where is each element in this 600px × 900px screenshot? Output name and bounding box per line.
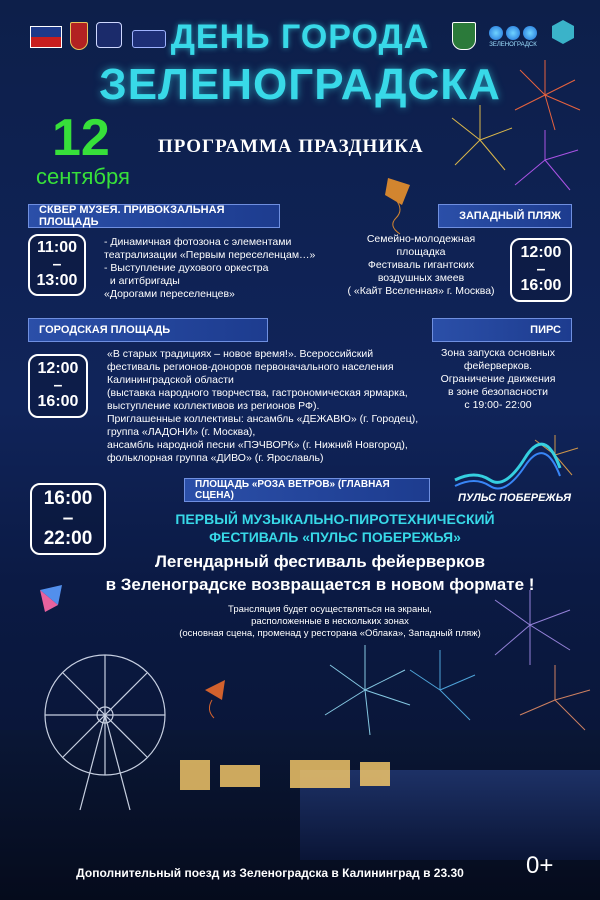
broadcast-note — [110, 604, 550, 640]
museum-line: театрализации «Первым переселенцам…» — [104, 249, 316, 261]
broadcast-line: (основная сцена, променад у ресторана «Облака», Западный пляж) — [179, 628, 481, 639]
firework-lower-right-2 — [520, 665, 590, 730]
timebox-west-beach — [510, 238, 572, 302]
museum-line: и агитбригады — [104, 275, 180, 287]
firework-top-right-3 — [515, 130, 578, 190]
festival-title-line: ПЕРВЫЙ МУЗЫКАЛЬНО-ПИРОТЕХНИЧЕСКИЙ — [175, 511, 495, 527]
city-square-line: фольклорная группа «ДИВО» (г. Ярославль) — [107, 452, 324, 464]
date-day: 12 — [52, 109, 110, 167]
city-square-line: Калининградской области — [107, 374, 234, 386]
pier-line: Зона запуска основных — [441, 347, 555, 359]
city-square-line: выступление коллективов из регионов РФ). — [107, 400, 320, 412]
title-line-1: ДЕНЬ ГОРОДА — [170, 18, 430, 56]
festival-headline-line: Легендарный фестиваль фейерверков — [154, 552, 486, 571]
timebox-museum — [28, 234, 86, 296]
west-beach-line: площадка — [396, 246, 446, 258]
west-beach-line: Семейно-молодежная — [366, 233, 476, 245]
pier-line: с 19:00- 22:00 — [464, 399, 532, 411]
pier-line: в зоне безопасности — [448, 386, 548, 398]
firework-lower-center — [325, 645, 410, 735]
section-bar-west-beach: ЗАПАДНЫЙ ПЛЯЖ — [438, 204, 572, 228]
section-bar-rose-of-winds: ПЛОЩАДЬ «РОЗА ВЕТРОВ» (ГЛАВНАЯ СЦЕНА) — [184, 478, 430, 502]
pier-line: Ограничение движения — [440, 373, 556, 385]
time-dash: – — [52, 255, 62, 273]
west-beach-line: воздушных змеев — [377, 272, 465, 284]
city-square-line: (выставка народного творчества, гастрономическая ярмарка, — [107, 387, 408, 399]
museum-line: «Дорогами переселенцев» — [104, 288, 235, 300]
museum-line: - Выступление духового оркестра — [104, 262, 269, 274]
time-end: 16:00 — [520, 277, 562, 295]
time-end: 16:00 — [37, 393, 79, 411]
time-start: 12:00 — [520, 243, 562, 261]
date-month: сентября — [36, 164, 130, 189]
firework-lower-center-2 — [410, 650, 475, 720]
city-square-line: фестиваль регионов-доноров первоначального населения — [107, 361, 394, 373]
museum-line: - Динамичная фотозона с элементами — [104, 236, 292, 248]
time-dash: – — [536, 260, 546, 278]
pier-line: фейерверков. — [463, 360, 533, 372]
museum-description — [104, 236, 344, 301]
city-square-line: группа «ЛАДОНИ» (г. Москва), — [107, 426, 256, 438]
section-bar-museum: СКВЕР МУЗЕЯ. ПРИВОКЗАЛЬНАЯ ПЛОЩАДЬ — [28, 204, 280, 228]
time-end: 22:00 — [43, 527, 93, 549]
title-line-2: ЗЕЛЕНОГРАДСКА — [99, 60, 501, 109]
pier-description — [418, 347, 578, 412]
broadcast-line: Трансляция будет осуществляться на экраны, — [228, 604, 432, 615]
festival-headline — [60, 550, 580, 596]
city-square-description — [107, 348, 437, 465]
program-heading: ПРОГРАММА ПРАЗДНИКА — [158, 136, 424, 157]
brand-logo-caption: ЗЕЛЕНОГРАДСК — [489, 42, 537, 48]
firework-top-right-2 — [452, 105, 512, 170]
puls-logo-icon — [455, 444, 560, 488]
kite-icon-center — [205, 680, 225, 718]
broadcast-line: расположенные в нескольких зонах — [251, 616, 409, 627]
west-beach-line: ( «Кайт Вселенная» г. Москва) — [347, 285, 495, 297]
festival-title — [100, 510, 570, 546]
time-end: 13:00 — [36, 272, 78, 290]
time-start: 12:00 — [37, 359, 79, 377]
kite-icon-left — [40, 585, 62, 612]
city-square-line: ансамбль народной песни «ПЭЧВОРК» (г. Нижний Новгород), — [107, 439, 408, 451]
train-note: Дополнительный поезд из Зеленоградска в Калининград в 23.30 — [76, 866, 464, 880]
section-bar-city-square: ГОРОДСКАЯ ПЛОЩАДЬ — [28, 318, 268, 342]
festival-title-line: ФЕСТИВАЛЬ «ПУЛЬС ПОБЕРЕЖЬЯ» — [209, 529, 461, 545]
festival-headline-line: в Зеленоградске возвращается в новом формате ! — [105, 575, 535, 594]
time-start: 11:00 — [36, 238, 78, 256]
timebox-rose-of-winds — [30, 483, 106, 555]
west-beach-line: Фестиваль гигантских — [367, 259, 475, 271]
timebox-city-square — [28, 354, 88, 418]
time-dash: – — [62, 508, 74, 530]
city-square-line: Приглашенные коллективы: ансамбль «ДЕЖАВЮ» (г. Городец), — [107, 413, 419, 425]
puls-logo-label: ПУЛЬС ПОБЕРЕЖЬЯ — [458, 492, 571, 504]
kite-icon — [385, 178, 410, 234]
section-bar-pier: ПИРС — [432, 318, 572, 342]
west-beach-description — [335, 233, 507, 298]
time-start: 16:00 — [43, 488, 93, 510]
time-dash: – — [53, 376, 63, 394]
age-rating: 0+ — [526, 852, 554, 879]
city-square-line: «В старых традициях – новое время!». Всероссийский — [107, 348, 374, 360]
ferris-wheel — [45, 655, 165, 810]
city-lights — [180, 760, 390, 790]
